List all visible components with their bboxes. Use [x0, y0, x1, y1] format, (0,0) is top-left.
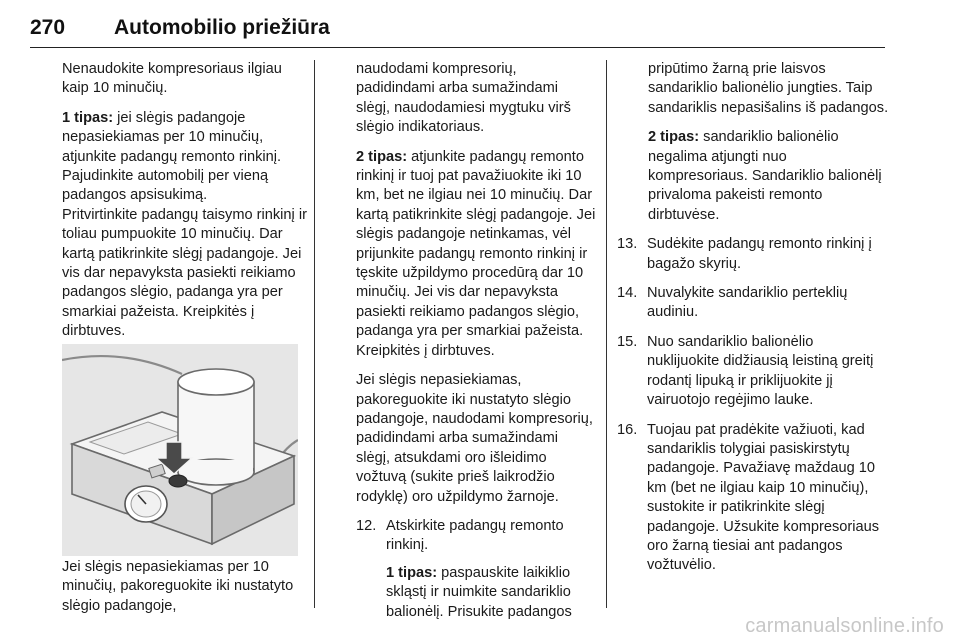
- list-item-text: Atskirkite padangų remonto rinkinį.: [386, 517, 564, 554]
- column-1: [62, 60, 307, 352]
- list-item: [617, 235, 889, 274]
- tip-label: 1 tipas:: [386, 564, 438, 581]
- watermark: carmanualsonline.info: [745, 615, 944, 637]
- column-divider-1: [314, 60, 315, 608]
- paragraph: pripūtimo žarną prie laisvos sandariklio balionėlio jungties. Taip sandariklis nepasišalins iš padangos.: [648, 61, 889, 116]
- paragraph: Pritvirtinkite padangų taisymo rinkinį ir toliau pumpuokite 10 minučių. Dar kartą patikrinkite slėgį padangoje. Jei vis dar nepavyksta pasiekti reikiamo padangos slėgio, padanga yra per smarkiai pažeista. Kreipkitės į dirbtuves.: [62, 206, 307, 340]
- column-2: [356, 60, 596, 632]
- tip-paragraph: [386, 564, 596, 622]
- header-divider: [30, 47, 885, 48]
- column-divider-2: [606, 60, 607, 608]
- list-item-number: 12.: [356, 517, 377, 534]
- list-item: [617, 421, 889, 576]
- page-header: [30, 10, 930, 50]
- tip-paragraph: [62, 109, 307, 206]
- list-item-text: Sudėkite padangų remonto rinkinį į bagažo skyrių.: [647, 236, 872, 272]
- paragraph: Jei slėgis nepasiekiamas, pakoreguokite iki nustatyto slėgio padangoje, naudodami kompresorių, padidindami arba sumažindami slėgį, atsukdami oro išleidimo vožtuvą (sukite prieš laikrodžio rodyklę) oro užpildymo žarnoje.: [356, 372, 593, 505]
- list-item-text: Nuo sandariklio balionėlio nuklijuokite didžiausią leistiną greitį rodantį lipuką ir priklijuokite jį vairuotojo regėjimo lauke.: [647, 333, 874, 409]
- tip-label: 1 tipas:: [62, 109, 114, 126]
- list-item: [617, 284, 889, 323]
- page-number: 270: [30, 16, 66, 39]
- tip-text: jei slėgis padangoje nepasiekiamas per 10 minučių, atjunkite padangų remonto rinkinį. Pajudinkite automobilį per vieną padangos apsisukimą.: [62, 109, 282, 204]
- tire-repair-kit-illustration: [62, 344, 298, 556]
- paragraph: naudodami kompresorių, padidindami arba sumažindami slėgį, naudodamiesi mygtuku virš slėgio indikatoriaus.: [356, 61, 571, 136]
- tip-label: 2 tipas:: [648, 129, 700, 146]
- tip-paragraph: [648, 128, 889, 225]
- list-item-number: 15.: [617, 333, 638, 350]
- continued-tip: [648, 60, 889, 225]
- list-item-text: Tuojau pat pradėkite važiuoti, kad sandariklis tolygiai pasiskirstytų padangoje. Pavažiavę maždaug 10 km (bet ne ilgiau kaip 10 minučių), sustokite ir patikrinkite slėgį padangoje. Užsukite kompresoriaus oro žarną tiesiai ant padangos vožtuvėlio.: [647, 421, 880, 574]
- page-title: Automobilio priežiūra: [114, 16, 330, 39]
- column-3: [617, 60, 889, 586]
- tip-text: atjunkite padangų remonto rinkinį ir tuoj pat pavažiuokite iki 10 km, bet ne ilgiau nei 10 minučių. Dar kartą patikrinkite slėgį padangoje. Jei slėgis padangoje netinkamas, vėl prijunkite padangų remonto rinkinį ir tęskite užpildymo procedūrą dar 10 minučių. Jei vis dar nepavyksta pasiekti reikiamo padangos slėgio, padanga yra per smarkiai pažeista. Kreipkitės į dirbtuves.: [356, 148, 596, 359]
- tip-label: 2 tipas:: [356, 148, 408, 165]
- tip-paragraph: [356, 148, 596, 361]
- tip-text: sandariklio balionėlio negalima atjungti nuo kompresoriaus. Sandariklio balionėlį privaloma pakeisti remonto dirbtuvėse.: [648, 129, 882, 223]
- tip-text: paspauskite laikiklio skląstį ir nuimkite sandariklio balionėlį. Prisukite padangos: [386, 564, 572, 620]
- paragraph: Nenaudokite kompresoriaus ilgiau kaip 10 minučių.: [62, 61, 282, 97]
- list-item: [617, 333, 889, 411]
- image-caption: Jei slėgis nepasiekiamas per 10 minučių, pakoreguokite iki nustatyto slėgio padangoje,: [62, 559, 294, 614]
- list-item: [356, 517, 596, 622]
- list-item-number: 16.: [617, 421, 638, 438]
- list-item-number: 13.: [617, 236, 638, 253]
- list-item-text: Nuvalykite sandariklio perteklių audiniu.: [647, 285, 848, 321]
- list-item-number: 14.: [617, 285, 638, 302]
